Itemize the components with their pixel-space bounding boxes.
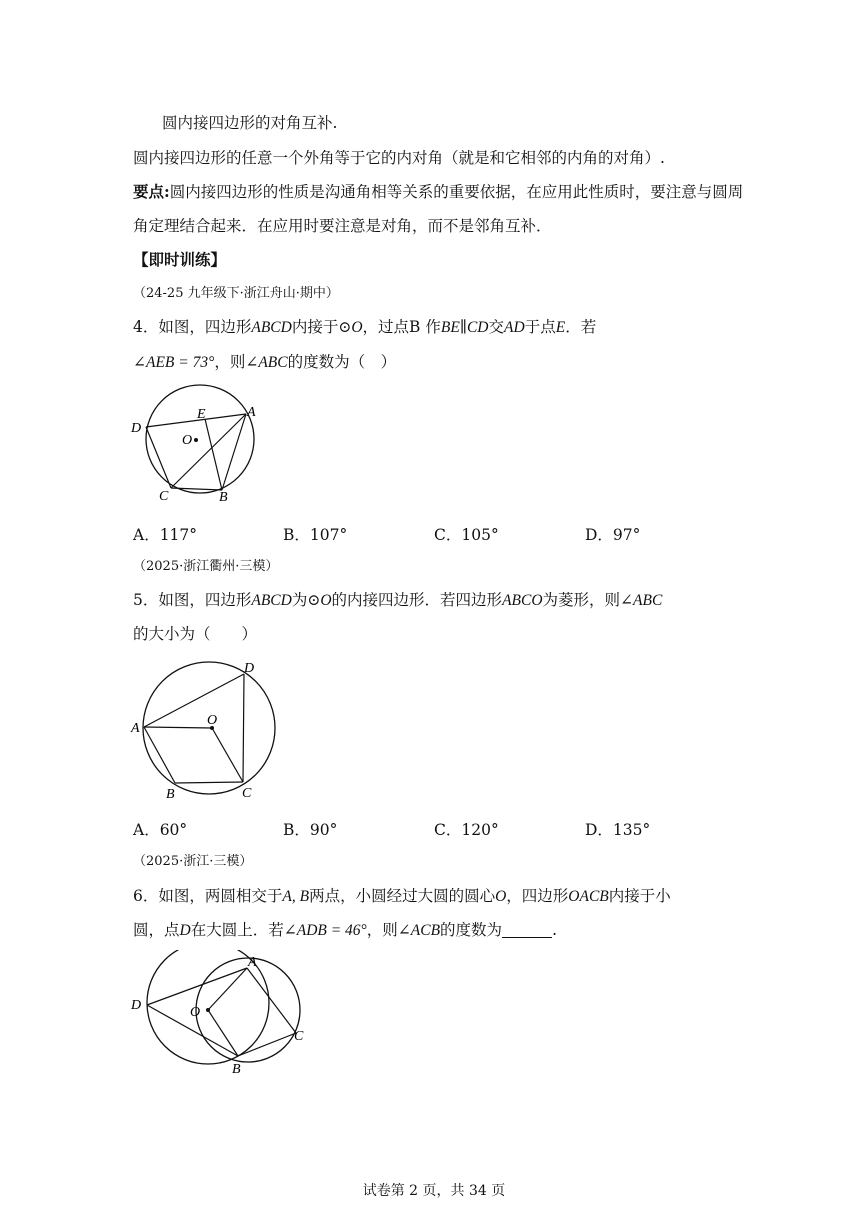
q5-quad: ABCD (251, 592, 292, 609)
q6-points: A, B (282, 888, 310, 905)
q5-label-D: D (244, 661, 255, 676)
q4-option-a[interactable]: A．117° (133, 526, 198, 544)
q4-option-c[interactable]: C．105° (434, 526, 499, 544)
q4-text: 交 (488, 318, 505, 336)
q6-point: D (179, 922, 191, 939)
q5-label-A: A (131, 721, 140, 736)
q6-center: O (495, 888, 507, 905)
q6-text: 6．如图，两圆相交于 (133, 887, 283, 905)
key-point (133, 182, 743, 202)
q4-figure (128, 384, 268, 504)
q5-source: （2025·浙江衢州·三模） (133, 559, 279, 574)
q4-text: 的度数为（ ） (287, 353, 397, 371)
q4-ask: ∠ABC (245, 354, 288, 371)
q5-label-B: B (166, 787, 175, 802)
q4-text: 4．如图，四边形 (133, 318, 252, 336)
note-line-1: 圆内接四边形的对角互补. (162, 114, 338, 132)
key-point-cont: 角定理结合起来．在应用时要注意是对角，而不是邻角互补． (133, 217, 552, 235)
q6-source: （2025·浙江·三模） (133, 854, 253, 869)
q6-text: 两点，小圆经过大圆的圆心 (309, 887, 496, 905)
page-footer: 试卷第 2 页，共 34 页 (362, 1183, 506, 1199)
q5-option-b[interactable]: B．90° (283, 821, 338, 839)
q6-text: 圆，点 (133, 921, 180, 939)
q6-text: ，则 (366, 921, 398, 939)
q4-text: 内接于 (291, 318, 339, 336)
note-line-2: 圆内接四边形的任意一个外角等于它的内对角（就是和它相邻的内角的对角）. (133, 149, 665, 167)
q4-quad: ABCD (251, 319, 292, 336)
q4-text: ，过点B 作 (362, 318, 441, 336)
q5-circle: ⊙O (307, 592, 332, 609)
q6-text: 内接于小 (608, 887, 671, 905)
q4-seg: AD (504, 319, 525, 336)
q4-label-D: D (131, 421, 142, 436)
q4-text: ，则 (214, 353, 246, 371)
q6-stem-line2 (133, 920, 557, 941)
q6-quad: OACB (568, 888, 609, 905)
q6-small-circle (196, 958, 300, 1062)
q6-text: 在大圆上．若 (190, 921, 284, 939)
key-point-text: 圆内接四边形的性质是沟通角相等关系的重要依据，在应用此性质时，要注意与圆周 (169, 183, 744, 201)
q6-text: 的度数为 (440, 921, 503, 939)
q4-parallel: BE∥CD (440, 319, 489, 336)
key-point-label: 要点: (133, 182, 170, 201)
q6-answer-blank[interactable] (502, 923, 552, 938)
q5-stem-line1 (133, 590, 662, 611)
q4-text: ．若 (565, 318, 597, 336)
q4-label-E: E (197, 407, 206, 422)
q5-option-a[interactable]: A．60° (133, 821, 188, 839)
q4-point: E (555, 319, 566, 336)
q6-label-A: A (248, 955, 257, 970)
q6-label-B: B (232, 1062, 241, 1077)
q5-option-d[interactable]: D．135° (585, 821, 651, 839)
q6-label-O: O (190, 1005, 201, 1020)
q5-text: 5．如图，四边形 (133, 591, 252, 609)
q6-condition: ∠ADB = 46° (283, 922, 367, 939)
q6-label-C: C (294, 1029, 304, 1044)
q4-label-A: A (247, 405, 256, 420)
q5-ask: ∠ABC (620, 592, 663, 609)
section-title: 【即时训练】 (133, 250, 227, 269)
q4-text: 于点 (524, 318, 556, 336)
q5-option-c[interactable]: C．120° (434, 821, 499, 839)
q4-label-O: O (182, 433, 193, 448)
q4-circle: ⊙O (338, 319, 363, 336)
q5-label-O: O (207, 713, 218, 728)
q4-stem-line1 (133, 317, 596, 338)
q5-stem-line2: 的大小为（ ） (133, 625, 258, 643)
q4-label-C: C (159, 489, 169, 504)
q4-option-b[interactable]: B．107° (283, 526, 348, 544)
q6-label-D: D (131, 998, 142, 1013)
q4-condition: ∠AEB = 73° (133, 354, 215, 371)
q5-label-C: C (242, 786, 252, 801)
q6-figure (128, 950, 313, 1080)
q5-figure (128, 656, 288, 804)
q4-source: （24-25 九年级下·浙江舟山·期中） (133, 286, 339, 301)
q6-ask: ∠ACB (397, 922, 441, 939)
q5-text: 的内接四边形．若四边形 (331, 591, 503, 609)
q5-rhombus: ABCO (502, 592, 543, 609)
q6-text: . (552, 921, 557, 939)
q4-option-d[interactable]: D．97° (585, 526, 641, 544)
q4-label-B: B (219, 490, 228, 504)
q6-text: ，四边形 (506, 887, 569, 905)
q5-text: 为菱形，则 (542, 591, 621, 609)
q6-stem-line1 (133, 886, 671, 907)
q4-stem-line2 (133, 352, 396, 373)
q5-text: 为 (291, 591, 308, 609)
